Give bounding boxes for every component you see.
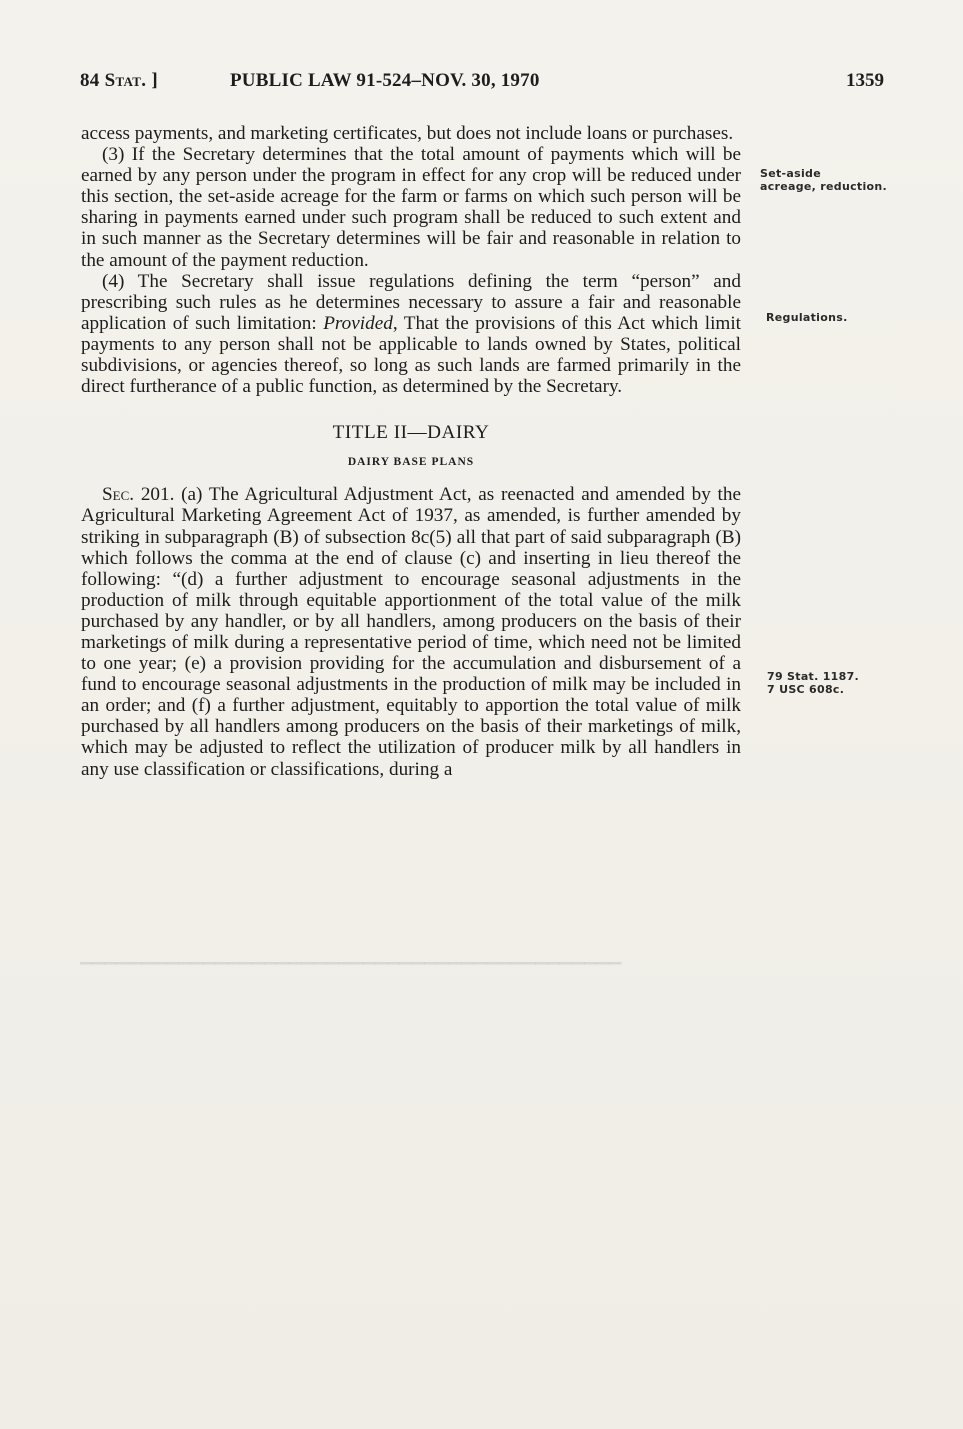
paragraph-4: (4) The Secretary shall issue regulations defining the term “person” and prescribing such rules as he determines necessary to assure a fair and reasonable application of such limitation: Provided, That the provisions of this Act which limit payments to any person shall not be applicable to lands owned by States, political subdivisions, or agencies thereof, so long as such lands are farmed primarily in the direct furtherance of a public function, as determined by the Secretary. (81, 270, 741, 398)
section-label: Sec. 201. (102, 484, 175, 506)
title-heading: TITLE II—DAIRY (332, 422, 490, 444)
margin-note-set-aside: Set-aside acreage, reduction. (760, 167, 888, 193)
section-201: Sec. 201. (a) The Agricultural Adjustment Act, as reenacted and amended by the Agricultural Marketing Agreement Act of 1937, as amended, is further amended by striking in subparagraph (B) of subsection 8c(5) all that part of said subparagraph (B) which follows the comma at the end of clause (c) and inserting in lieu thereof the following: “(d) a further adjustment to encourage seasonal adjustments in the production of milk through equitable apportionment of the total value of the milk purchased by any handler, or by all handlers, among producers on the basis of their marketings of milk during a representative period of time, which need not be limited to one year; (e) a provision providing for the accumulation and disbursement of a fund to encourage seasonal adjustments in the production of milk may be included in an order; and (f) a further adjustment, equitably to apportion the total value of milk purchased by all handlers among producers on the basis of their marketings of milk, which may be adjusted to reflect the utilization of producer milk by all handlers in any use classification or classifications, during a (81, 484, 741, 780)
provided-italic: Provided (323, 312, 393, 334)
margin-note-regulations: Regulations. (766, 311, 848, 324)
page-number: 1359 (846, 70, 884, 91)
page-header (80, 70, 884, 100)
body-text (81, 123, 741, 780)
margin-note-citation: 79 Stat. 1187. 7 USC 608c. (767, 670, 860, 696)
section-subheading: DAIRY BASE PLANS (347, 456, 475, 469)
paragraph-continuation: access payments, and marketing certificates, but does not include loans or purchases. (81, 123, 734, 144)
bleed-through-texture: ▁▁▁▁▁▁▁▁▁▁▁▁▁▁▁▁▁▁▁▁▁▁▁▁▁▁▁▁▁▁▁▁▁▁▁▁▁▁▁▁▁▁▁▁ (80, 962, 622, 979)
statute-volume: 84 Stat. ] (80, 70, 158, 91)
running-title: PUBLIC LAW 91-524–NOV. 30, 1970 (230, 70, 540, 91)
paragraph-3: (3) If the Secretary determines that the total amount of payments which will be earned by any person under the program in effect for any crop will be reduced under this section, the set-aside acreage for the farm or farms on which such person will be sharing in payments earned under such program shall be reduced to such extent and in such manner as the Secretary determines will be fair and reasonable in relation to the amount of the payment reduction. (81, 144, 741, 271)
